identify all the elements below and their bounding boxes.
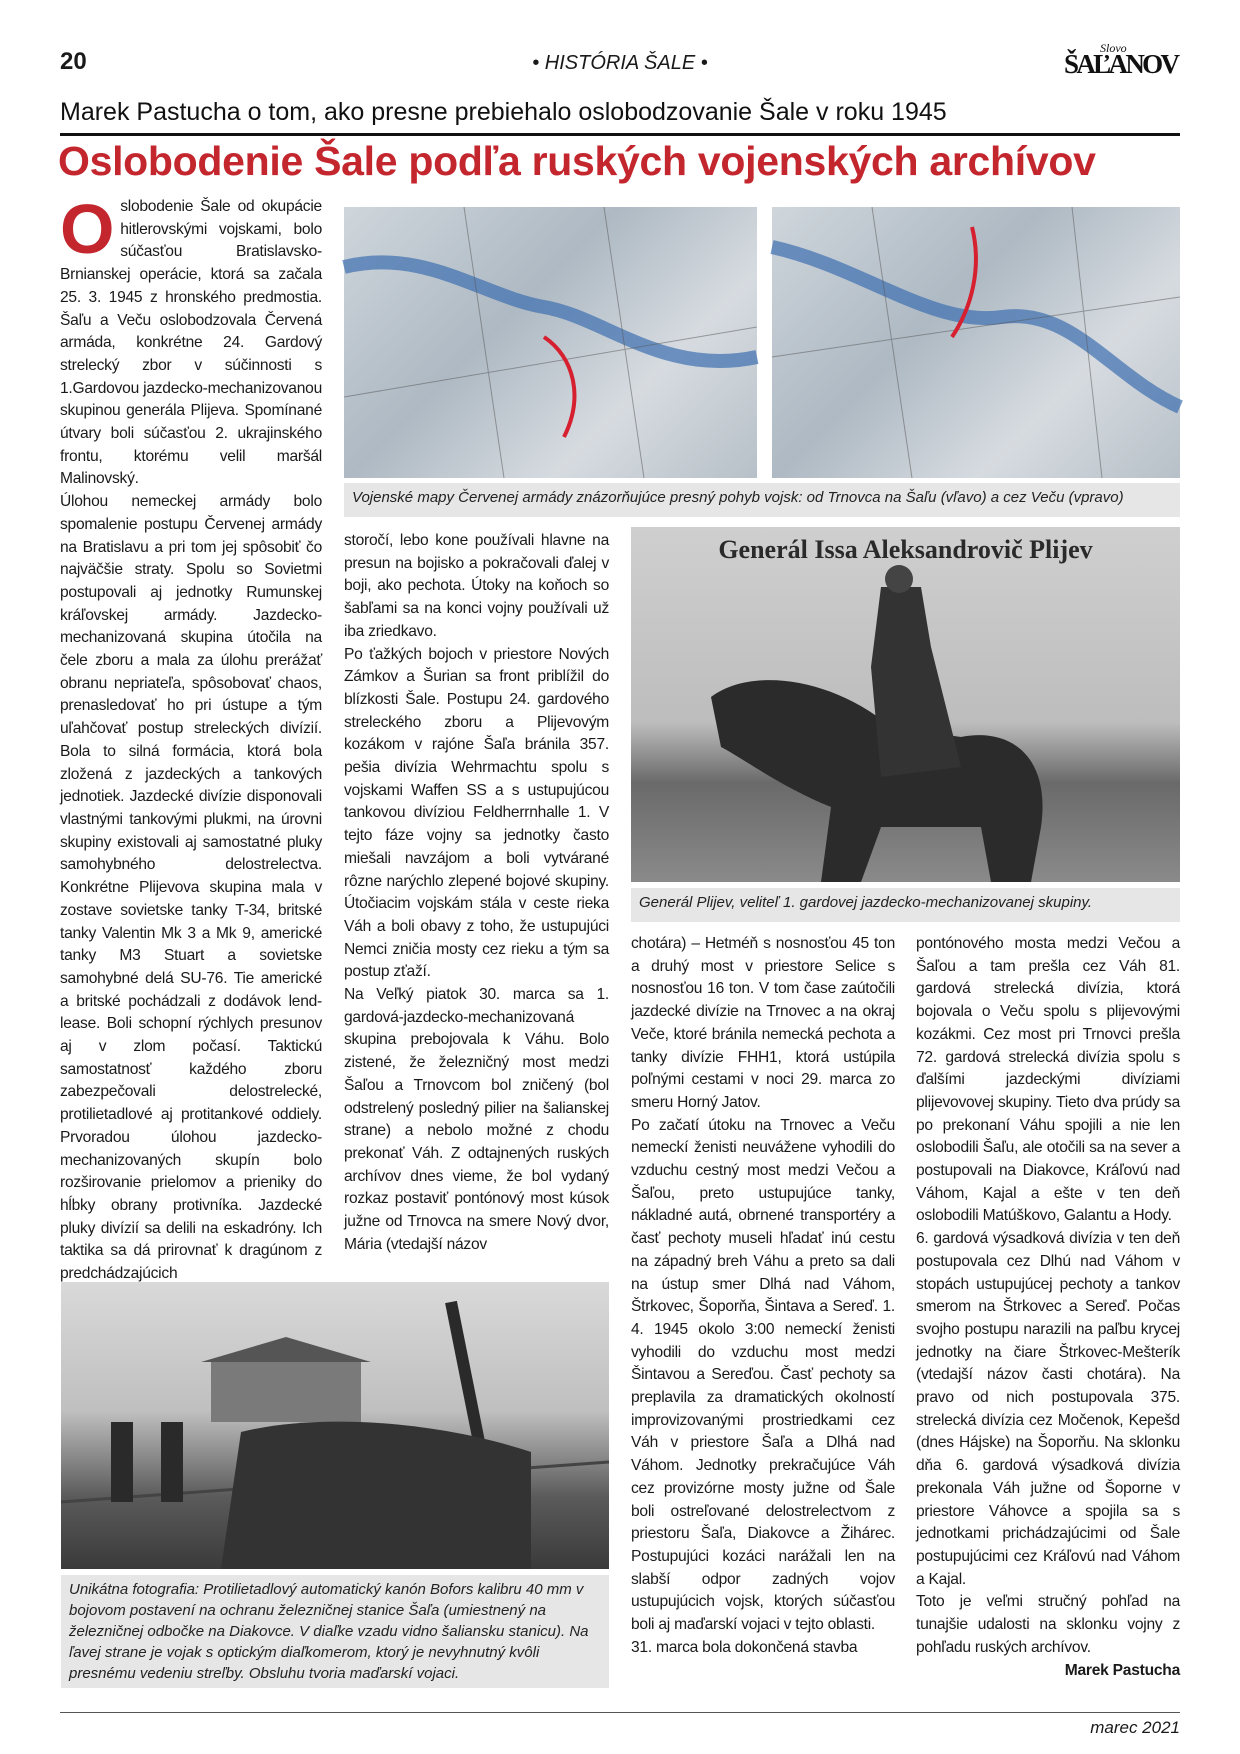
paragraph: Po začatí útoku na Trnovec a Veču nemeckí ženisti neuvážene vyhodili do vzduchu cestný most medzi Večou a Šaľou, preto ustupujúce tanky, nákladné autá, obrnené transportéry a časť pechoty museli hľadať inú cestu na západný breh Váhu a preto sa dali na ústup smer Dlhá nad Váhom, Štrkovec, Šoporňa, Šintava a Sereď. 1. 4. 1945 okolo 3:00 nemeckí ženisti vyhodili do vzduchu most medzi Šintavou a Sereďou. Časť pechoty sa preplavila za dramatických okolností improvizovanými prostriedkami cez Váh v priestore Šaľa a Dlhá nad Váhom. Jednotky prekračujúce Váh cez provizórne mosty južne od Šale boli ostreľované delostrelectvom z priestoru Šaľa, Diakovce a Žihárec. Postupujúci kozáci narážali len na slabší odpor zadných vojov ustupujúcich vojsk, ktorých súčasťou boli aj maďarskí vojaci v tejto oblasti. xyxy=(631,1116,895,1634)
photo-title-text: Generál Issa Aleksandrovič Plijev xyxy=(718,535,1093,564)
general-plijev-photo xyxy=(631,527,1180,882)
bofors-caption: Unikátna fotografia: Protilietadlový automatický kanón Bofors kalibru 40 mm v bojovom postavení na ochranu železničnej stanice Šaľa (umiestnený na železničnej odbočke na Diakovce. V diaľke vzadu vidno šaliansku stanicu). Na ľavej strane je vojak s optickým diaľkomerom, ktorý je nevyhnutný kvôli presnému vedeniu streľby. Obsluhu tvoria maďarskí vojaci. xyxy=(61,1575,609,1688)
paragraph: Úlohou nemeckej armády bolo spomalenie postupu Červenej armády na Bratislavu a pri tom jej spôsobiť čo najväčšie straty. Spolu so Sovietmi postupovali aj jednotky Rumunskej kráľovskej armády. Jazdecko-mechanizovaná skupina útočila na čele zboru a mala za úlohu prerážať obranu nepriateľa, spôsobovať chaos, prenasledovať ho pri ústupe a tým uľahčovať postup streleckých divízií. Bola to silná formácia, ktorá bola zložená z jazdeckých a tankových jednotiek. Jazdecké divízie disponovali vlastnými tankovými plukmi, na úrovni skupiny existovali aj samostatné pluky samohybného delostrelectva. Konkrétne Plijevova skupina mala v zostave sovietske tanky T-34, britské tanky Valentin Mk 3 a Mk 9, americké tanky M3 Stuart a sovietske samohybné delá SU-76. Tie americké a britské pochádzali z dodávok lend-lease. Boli schopní rýchlych presunov aj v zlom počasí. Taktickú samostatnosť každého zboru zabezpečovali delostrelecké, protilietadlové aj protitankové oddiely. Prvoradou úlohou jazdecko-mechanizovaných skupín bolo rozširovanie prielomov a prieniky do hĺbky obrany protivníka. Jazdecké pluky divízií sa delili na eskadróny. Ich taktika sa dá prirovnať k dragúnom z predchádzajúcich xyxy=(60,493,322,1283)
article-title: Oslobodenie Šale podľa ruských vojenských archívov xyxy=(58,138,1096,184)
article-column-1 xyxy=(60,190,322,1283)
divider xyxy=(60,133,1180,136)
paragraph: storočí, lebo kone používali hlavne na presun na bojisko a pokračovali ďalej v boji, ako pechota. Útoky na koňoch so šabľami sa na konci vojny používali už iba zriedkavo. xyxy=(344,532,609,640)
paragraph: pontónového mosta medzi Večou a Šaľou a tam prešla cez Váh 81. gardová strelecká divízia, ktorá bojovala o Veču spolu s plijevovými kozákmi. Cez most pri Trnovci prešla 72. gardová strelecká divízia spolu s ďalšími jazdeckými divíziami plijevovovej skupiny. Tieto dva prúdy sa po prekonaní Váhu spojili a nie len oslobodili Šaľu, ale otočili sa na sever a postupovali na Diakovce, Kráľovú nad Váhom, Kajal a ešte v ten deň oslobodili Matúškovo, Galantu a Hody. xyxy=(916,935,1180,1225)
article-column-4 xyxy=(916,933,1180,1678)
footer-divider xyxy=(60,1712,1180,1713)
article-column-2 xyxy=(344,530,609,1270)
issue-date: marec 2021 xyxy=(1090,1718,1180,1737)
article-subtitle: Marek Pastucha o tom, ako presne prebiehalo oslobodzovanie Šale v roku 1945 xyxy=(60,98,947,126)
article-column-3 xyxy=(631,933,895,1678)
drop-cap: O xyxy=(60,190,115,268)
publication-logo xyxy=(1062,40,1182,79)
general-caption: Generál Plijev, veliteľ 1. gardovej jazdecko-mechanizovanej skupiny. xyxy=(631,888,1180,922)
paragraph: 6. gardová výsadková divízia v ten deň postupovala cez Dlhú nad Váhom v stopách ustupujúcej pechoty a tankov smerom na Štrkovec a Sereď. Počas svojho postupu narazili na paľbu krycej jednotky na čiare Štrkovec-Mešterík (vtedajší názov časti chotára). Na pravo od nich postupovala 375. strelecká divízia cez Močenok, Kepešd (dnes Hájske) na Šoporňu. Na sklonku dňa 6. gardová výsadková divízia prekonala Váh južne od Šoporne v priestore Váhovce a spojila sa s jednotkami prichádzajúcimi od Šale postupujúcimi cez Kráľovú nad Váhom a Kajal. xyxy=(916,1230,1180,1588)
author-name: Marek Pastucha xyxy=(1064,1661,1180,1679)
paragraph: Po ťažkých bojoch v priestore Nových Zámkov a Šurian sa front priblížil do blízkosti Šale. Postupu 24. gardového streleckého zboru a Plijevovým kozákom v rajóne Šaľa bránila 357. pešia divízia Wehrmachtu spolu s vojskami Waffen SS a s ustupujúcou tankovou divíziou Feldherrnhalle 1. V tejto fáze vojny sa jednotky často miešali navzájom a boli vytvárané rôzne narýchlo zlepené bojové skupiny. Útočiacim vojskám stála v ceste rieka Váh a boli obavy z toho, že ustupujúci Nemci zničia mosty cez rieku a tým sa postup zťaží. xyxy=(344,645,609,981)
svg-text:Slovo: Slovo xyxy=(1100,41,1127,55)
paragraph: Na Veľký piatok 30. marca sa 1. gardová-jazdecko-mechanizovaná skupina prebojovala k Váhu. Bolo zistené, že železničný most medzi Šaľou a Trnovcom bol zničený (bol odstrelený posledný pilier na šalianskej strane) a nebolo možné z chodu prekonať Váh. Z odtajnených ruských archívov dnes vieme, že bol vydaný rozkaz postaviť pontónový most kúsok južne od Trnovca na smere Nový dvor, Mária (vtedajší názov xyxy=(344,986,609,1253)
section-title: • HISTÓRIA ŠALE • xyxy=(532,52,708,74)
paragraph: Toto je veľmi stručný pohľad na tunajšie udalosti na sklonku vojny z pohľadu ruských archívov. xyxy=(916,1593,1180,1656)
bofors-cannon-photo xyxy=(61,1282,609,1569)
page-number: 20 xyxy=(60,48,87,75)
svg-text:ŠAĽANOV: ŠAĽANOV xyxy=(1064,49,1180,79)
paragraph: 31. marca bola dokončená stavba xyxy=(631,1638,858,1656)
paragraph: slobodenie Šale od okupácie hitlerovskými vojskami, bolo súčasťou Bratislavsko-Brnianskej operácie, ktorá sa začala 25. 3. 1945 z hronského predmostia. Šaľu a Veču oslobodzovala Červená armáda, konkrétne 24. Gardový strelecký zbor v súčinnosti s 1.Gardovou jazdecko-mechanizovanou skupinou generála Plijeva. Spomínané útvary boli súčasťou 2. ukrajinského frontu, ktorému velil maršál Malinovský. xyxy=(60,198,322,488)
map-image-left xyxy=(344,207,757,478)
map-image-right xyxy=(772,207,1180,478)
maps-caption: Vojenské mapy Červenej armády znázorňujúce presný pohyb vojsk: od Trnovca na Šaľu (vľavo) a cez Veču (vpravo) xyxy=(344,483,1180,517)
paragraph: chotára) – Hetméň s nosnosťou 45 ton a druhý most v priestore Selice s nosnosťou 16 ton. V tom čase zaútočili jazdecké divízie na Trnovec a na okraj Veče, ktoré bránila nemecká pechota a tanky divízie FHH1, ktorá ustúpila poľnými cestami v noci 29. marca zo smeru Horný Jatov. xyxy=(631,935,895,1111)
